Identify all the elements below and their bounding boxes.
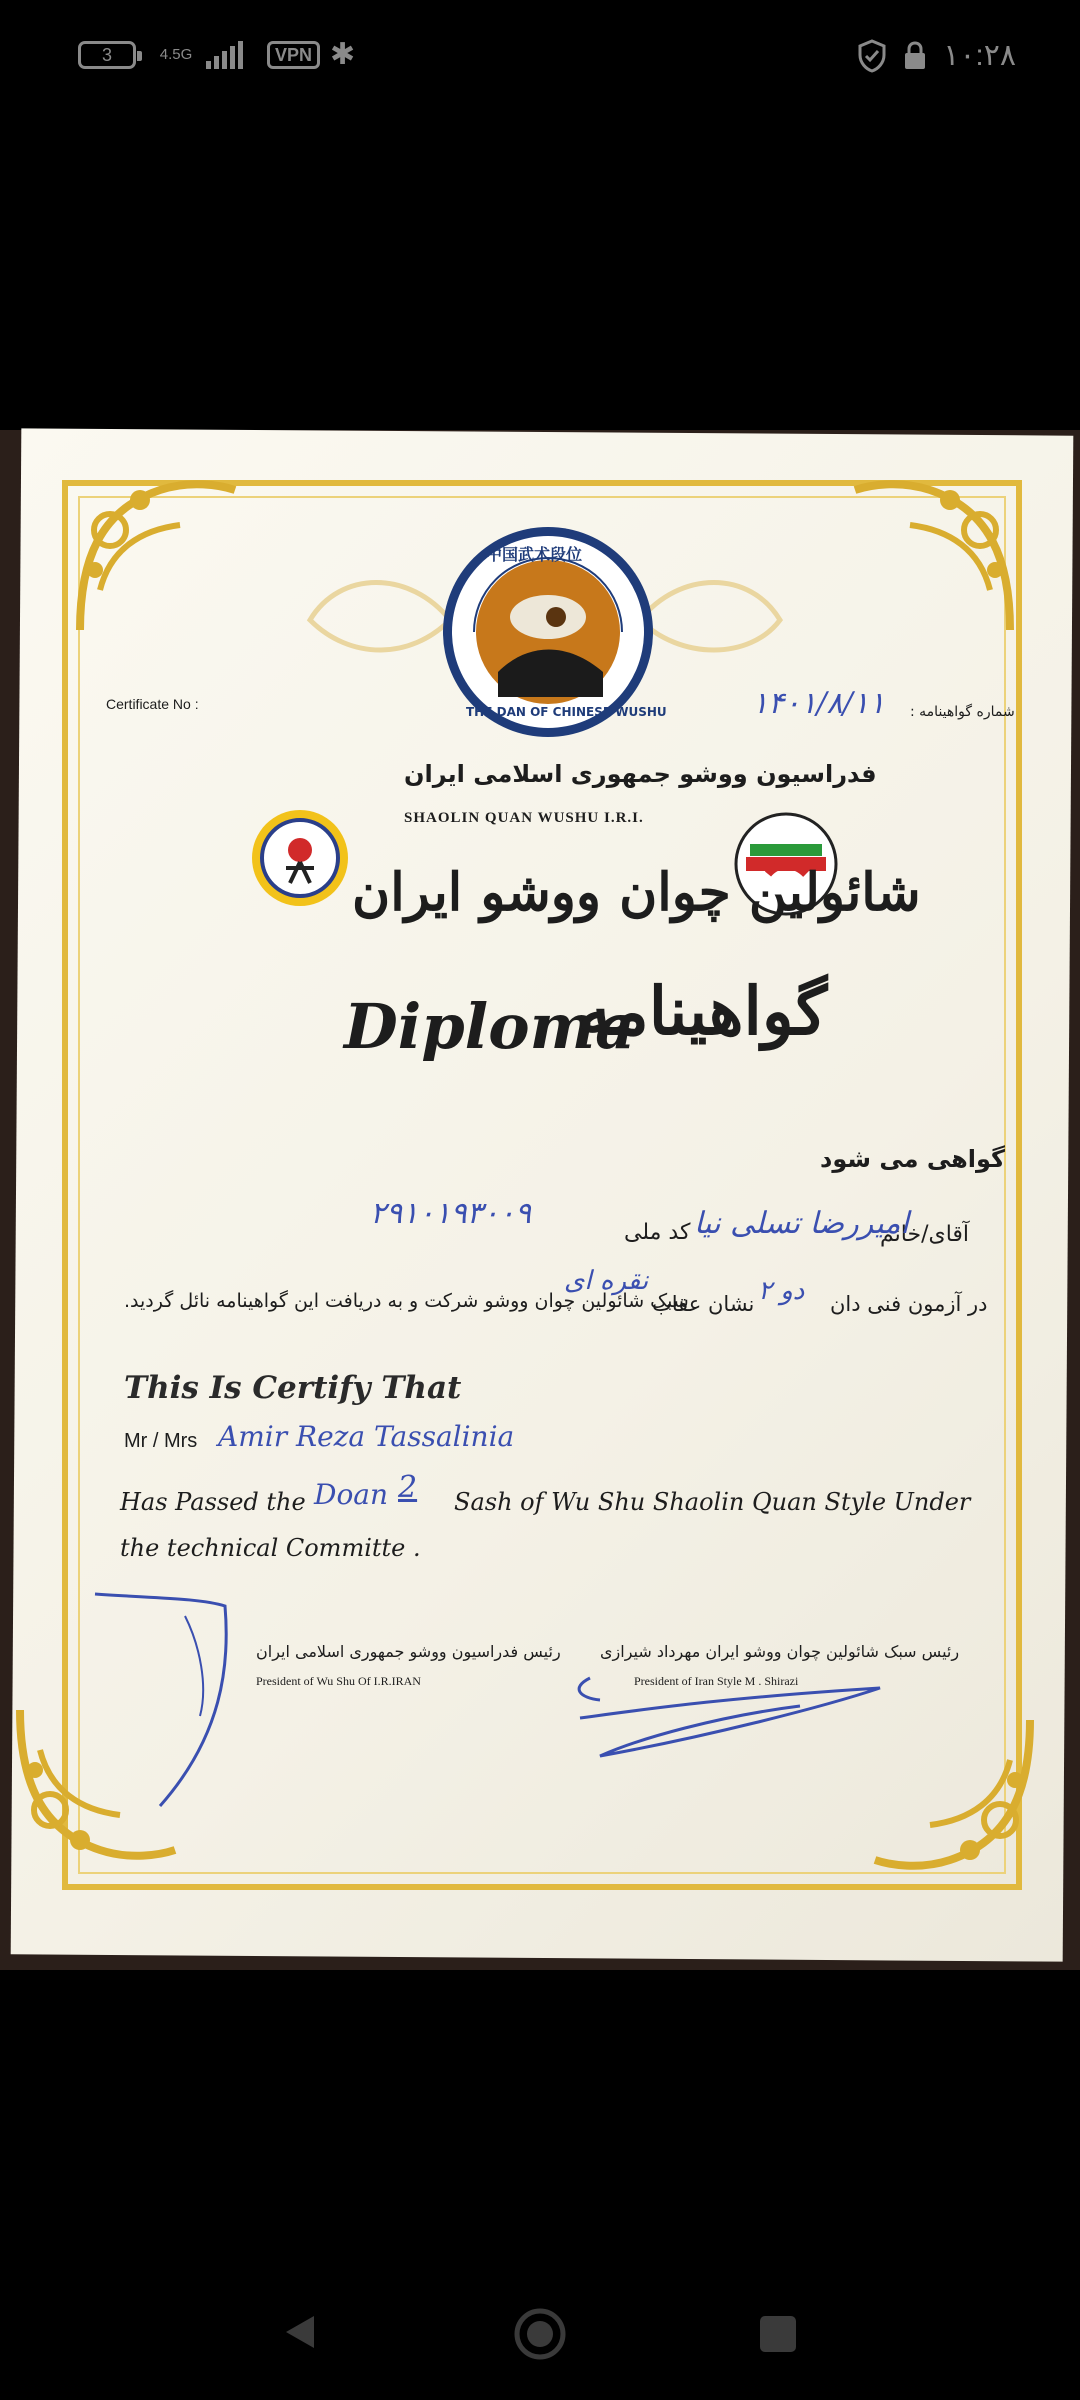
certificate-date: ۱۴۰۱/۸/۱۱: [752, 686, 886, 721]
national-code: ۲۹۱۰۱۹۳۰۰۹: [370, 1196, 532, 1231]
seal-bottom-text: THE DAN OF CHINESE WUSHU: [466, 705, 667, 719]
certifies-fa: گواهی می شود: [820, 1145, 1005, 1173]
signature-left: [90, 1586, 240, 1816]
signature-left-title-en: President of Wu Shu Of I.R.IRAN: [256, 1674, 421, 1688]
dan-number-en: 2: [398, 1470, 418, 1505]
battery-level: 3: [101, 44, 112, 65]
mr-mrs-fa: آقای/خانم: [880, 1222, 970, 1247]
eagle-badge-label-fa: نشان عقاب: [652, 1292, 755, 1316]
corner-ornament-top-right: [850, 470, 1020, 640]
corner-ornament-bottom-right: [870, 1710, 1040, 1880]
sash-color-fa: نقره ای: [564, 1266, 649, 1296]
back-icon[interactable]: [280, 2312, 320, 2352]
signature-right-title-en: President of Iran Style M . Shirazi: [634, 1674, 799, 1688]
certificate-no-label-fa: شماره گواهینامه :: [910, 704, 1015, 720]
passed-label-en: Has Passed the: [120, 1488, 306, 1516]
shield-icon: [857, 39, 887, 73]
corner-ornament-top-left: [70, 470, 240, 640]
seal-top-text: 中国武术段位: [486, 545, 583, 564]
network-type: 4.5G: [159, 46, 193, 63]
sash-line-en: Sash of Wu Shu Shaolin Quan Style Under: [454, 1488, 971, 1516]
certify-heading-en: This Is Certify That: [124, 1370, 462, 1406]
clock: ۱۰:۲۸: [943, 39, 1016, 72]
dan-number-fa: دو ۲: [758, 1276, 805, 1306]
federation-logo-left: [250, 808, 350, 908]
federation-name-fa: فدراسیون ووشو جمهوری اسلامی ایران: [404, 760, 877, 788]
title-fa: شائولین چوان ووشو ایران: [352, 862, 921, 923]
committee-line-en: the technical Committe .: [120, 1534, 421, 1562]
home-icon[interactable]: [512, 2306, 568, 2362]
battery-icon: [78, 41, 136, 69]
signature-left-title-fa: رئیس فدراسیون ووشو جمهوری اسلامی ایران: [256, 1642, 561, 1661]
exam-line-fa: در آزمون فنی دان: [830, 1292, 988, 1316]
bluetooth-icon: ✱: [330, 38, 356, 71]
diploma-title-en: Diploma: [344, 990, 636, 1063]
recents-icon[interactable]: [758, 2314, 798, 2354]
federation-name-en: SHAOLIN QUAN WUSHU I.R.I.: [404, 810, 644, 826]
name-fa: امیررضا تسلی نیا: [694, 1206, 909, 1241]
signal-icon: [206, 41, 243, 69]
lock-icon: [903, 41, 927, 71]
status-bar: [0, 0, 1080, 120]
vpn-badge: VPN: [267, 41, 320, 69]
exam-line-end-fa: سبک شائولین چوان ووشو شرکت و به دریافت این گواهینامه نائل گردید.: [124, 1290, 689, 1312]
national-code-label: کد ملی: [624, 1220, 691, 1245]
signature-right-title-fa: رئیس سبک شائولین چوان ووشو ایران مهرداد شیرازی: [600, 1642, 960, 1661]
navigation-bar: [0, 2260, 1080, 2400]
certificate-no-label: Certificate No :: [106, 696, 199, 712]
name-en: Amir Reza Tassalinia: [218, 1420, 515, 1453]
diploma-title-fa: گواهینامه: [578, 972, 828, 1050]
mr-mrs-label: Mr / Mrs: [124, 1430, 198, 1452]
doan-handwritten: Doan: [314, 1478, 389, 1511]
signature-right: [560, 1668, 890, 1768]
